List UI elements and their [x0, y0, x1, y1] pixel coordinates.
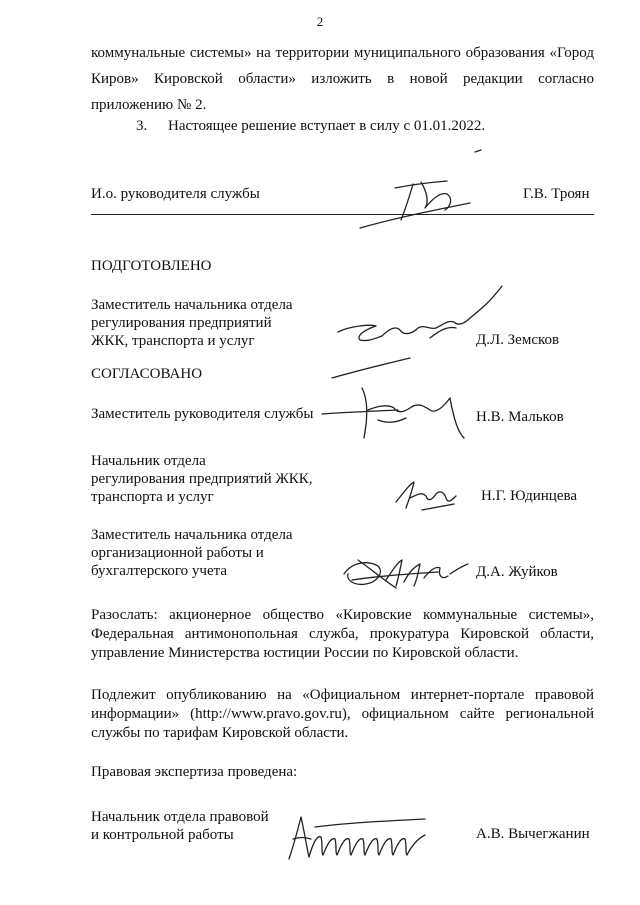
- prepared-role-line: ЖКК, транспорта и услуг: [91, 333, 255, 349]
- head-underline: [91, 214, 594, 215]
- legal-review-role: [91, 808, 269, 844]
- publication-line: службы по тарифам Кировской области.: [91, 725, 349, 741]
- prepared-heading: ПОДГОТОВЛЕНО: [91, 258, 212, 274]
- signer-2-role: [91, 452, 313, 506]
- distribution-line: Федеральная антимонопольная служба, прокуратура Кировской области,: [91, 626, 594, 642]
- prepared-name: Д.Л. Земсков: [476, 332, 560, 348]
- signer-2-name: Н.Г. Юдинцева: [481, 488, 578, 504]
- signer-3-role-line: бухгалтерского учета: [91, 563, 228, 579]
- signer-1-name: Н.В. Мальков: [476, 409, 564, 425]
- signer-2-role-line: Начальник отдела: [91, 453, 206, 469]
- page-number: 2: [316, 14, 324, 29]
- signer-1-signature-image: [318, 380, 478, 445]
- intro-paragraph: [91, 40, 594, 118]
- legal-review-signature-image: [285, 805, 435, 865]
- head-name: Г.В. Троян: [523, 186, 590, 202]
- head-role: И.о. руководителя службы: [91, 186, 260, 202]
- distribution-line: Разослать: акционерное общество «Кировские коммунальные системы»,: [91, 607, 594, 623]
- distribution-list: [91, 606, 594, 663]
- prepared-role-line: регулирования предприятий: [91, 315, 272, 331]
- signer-3-role-line: организационной работы и: [91, 545, 264, 561]
- agreed-heading: СОГЛАСОВАНО: [91, 366, 203, 382]
- intro-line: приложению № 2.: [91, 97, 207, 113]
- publication-note: [91, 686, 594, 743]
- signer-2-role-line: регулирования предприятий ЖКК,: [91, 471, 313, 487]
- legal-review-role-line: и контрольной работы: [91, 827, 234, 843]
- item-3-number: 3.: [136, 118, 148, 134]
- prepared-signature-image: [330, 280, 505, 380]
- prepared-role-line: Заместитель начальника отдела: [91, 297, 293, 313]
- signer-2-signature-image: [392, 470, 472, 515]
- item-3-text: Настоящее решение вступает в силу с 01.01.2022.: [168, 118, 486, 134]
- signer-3-role-line: Заместитель начальника отдела: [91, 527, 293, 543]
- intro-line: Киров» Кировской области» изложить в новой редакции согласно: [91, 71, 594, 87]
- legal-review-text: Правовая экспертиза проведена:: [91, 764, 298, 780]
- distribution-line: управление Министерства юстиции России по Кировской области.: [91, 645, 519, 661]
- signer-3-name: Д.А. Жуйков: [476, 564, 558, 580]
- legal-review-name: А.В. Вычегжанин: [476, 826, 590, 842]
- intro-line: коммунальные системы» на территории муниципального образования «Город: [91, 45, 594, 61]
- publication-line: Подлежит опубликованию на «Официальном интернет-портале правовой: [91, 687, 594, 703]
- legal-review-role-line: Начальник отдела правовой: [91, 809, 269, 825]
- signer-2-role-line: транспорта и услуг: [91, 489, 214, 505]
- prepared-role: [91, 296, 293, 350]
- signer-3-role: [91, 526, 293, 580]
- signer-1-role: Заместитель руководителя службы: [91, 406, 314, 422]
- head-signature-image: [355, 148, 485, 233]
- signer-3-signature-image: [338, 552, 470, 594]
- publication-line: информации» (http://www.pravo.gov.ru), официальном сайте региональной: [91, 706, 594, 722]
